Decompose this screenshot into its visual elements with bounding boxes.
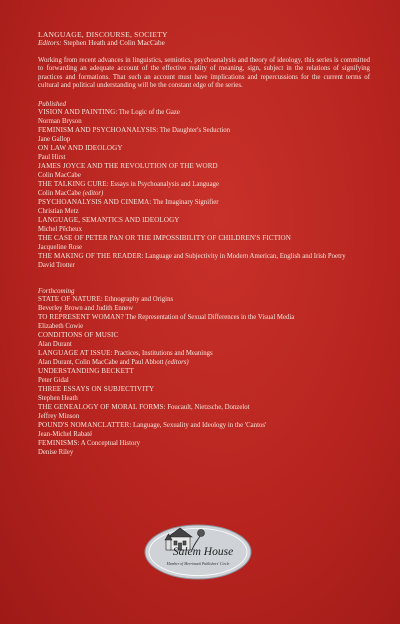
- book-subtitle: : Foucault, Nietzsche, Donzelot: [163, 404, 250, 412]
- book-title: THREE ESSAYS ON SUBJECTIVITY: [38, 385, 155, 394]
- book-title: THE CASE OF PETER PAN OR THE IMPOSSIBILITY OF CHILDREN'S FICTION: [38, 234, 291, 243]
- series-title: LANGUAGE, DISCOURSE, SOCIETY: [38, 30, 168, 39]
- book-title: THE GENEALOGY OF MORAL FORMS: [38, 403, 164, 412]
- book-author: Jane Gallop: [38, 135, 71, 143]
- forthcoming-book: [38, 367, 370, 385]
- book-title-line: [38, 180, 370, 190]
- book-author-line: [38, 226, 370, 234]
- book-author-line: [38, 377, 370, 385]
- editors-names: Stephen Heath and Colin MacCabe: [61, 39, 165, 47]
- book-title: TO REPRESENT WOMAN?: [38, 313, 124, 322]
- book-title-line: [38, 403, 370, 413]
- book-author-line: [38, 305, 370, 313]
- book-author: Colin MacCabe: [38, 171, 81, 179]
- forthcoming-book: [38, 439, 370, 457]
- book-author-line: [38, 341, 370, 349]
- book-title-line: [38, 252, 370, 262]
- book-title: FEMINISMS: [38, 439, 78, 448]
- book-author: Elizabeth Cowie: [38, 323, 84, 331]
- published-book: [38, 234, 370, 252]
- forthcoming-book: [38, 403, 370, 421]
- book-author: Jeffrey Minson: [38, 413, 80, 421]
- book-subtitle: : Language, Sexuality and Ideology in the 'Cantos': [129, 422, 267, 430]
- published-list: [38, 108, 370, 270]
- book-subtitle: The Representation of Sexual Differences in the Visual Media: [123, 314, 295, 322]
- forthcoming-book: [38, 349, 370, 367]
- book-title-line: [38, 216, 370, 226]
- book-title: UNDERSTANDING BECKETT: [38, 367, 134, 376]
- book-title: POUND'S NOMANCLATTER: [38, 421, 130, 430]
- forthcoming-book: [38, 331, 370, 349]
- book-subtitle: : Practices, Institutions and Meanings: [110, 350, 213, 358]
- book-subtitle: : The Logic of the Gaze: [115, 109, 180, 117]
- book-title-line: [38, 295, 370, 305]
- book-author: Paul Hirst: [38, 153, 66, 161]
- back-cover-text: [38, 30, 370, 457]
- book-author: Alan Durant, Colin MacCabe and Paul Abbott: [38, 359, 166, 367]
- book-title-line: [38, 349, 370, 359]
- book-title-line: [38, 367, 370, 377]
- book-author: Alan Durant: [38, 341, 72, 349]
- forthcoming-book: [38, 313, 370, 331]
- forthcoming-book: [38, 385, 370, 403]
- book-author: Beverley Brown and Judith Ennew: [38, 305, 134, 313]
- book-title: JAMES JOYCE AND THE REVOLUTION OF THE WORD: [38, 162, 218, 171]
- forthcoming-book: [38, 295, 370, 313]
- book-title-line: [38, 198, 370, 208]
- book-author-line: [38, 136, 370, 144]
- published-book: [38, 144, 370, 162]
- book-author-line: [38, 395, 370, 403]
- book-author: Colin MacCabe: [38, 189, 83, 197]
- book-author-line: [38, 413, 370, 421]
- book-title: ON LAW AND IDEOLOGY: [38, 144, 123, 153]
- book-title: FEMINISM AND PSYCHOANALYSIS: [38, 126, 157, 135]
- editors-label: Editors:: [38, 39, 62, 47]
- published-book: [38, 162, 370, 180]
- book-author-line: [38, 431, 370, 439]
- book-title-line: [38, 162, 370, 172]
- book-author: Jacqueline Rose: [38, 243, 82, 251]
- book-title: THE MAKING OF THE READER: [38, 252, 142, 261]
- book-subtitle: : Essays in Psychoanalysis and Language: [106, 181, 220, 189]
- book-author: Michel Pêcheux: [38, 225, 82, 233]
- book-title-line: [38, 421, 370, 431]
- book-subtitle: : The Daughter's Seduction: [156, 127, 231, 135]
- book-title-line: [38, 331, 370, 341]
- book-author: Peter Gidal: [38, 377, 69, 385]
- book-title-line: [38, 144, 370, 154]
- forthcoming-book: [38, 421, 370, 439]
- book-title: LANGUAGE AT ISSUE: [38, 349, 111, 358]
- book-author-line: [38, 208, 370, 216]
- book-subtitle: : The Imaginary Signifier: [149, 199, 219, 207]
- published-book: [38, 126, 370, 144]
- published-heading: Published: [38, 99, 66, 108]
- series-description: Working from recent advances in linguistics, semiotics, psychoanalysis and theory of ideology, this series is committed to forwarding an adequate account of the effective reality of meaning, sign, subject in the relations of signifying practices and formations. That such an account must have implications and repercussions for the current terms of cultural and political understanding will be the constant edge of the series.: [38, 57, 370, 90]
- book-author: David Trotter: [38, 261, 75, 269]
- book-author: Norman Bryson: [38, 117, 82, 125]
- book-author-note: (editors): [165, 359, 189, 367]
- book-author: Jean-Michel Rabaté: [38, 431, 93, 439]
- forthcoming-heading: Forthcoming: [38, 287, 75, 296]
- book-title-line: [38, 385, 370, 395]
- book-author: Denise Riley: [38, 449, 74, 457]
- published-book: [38, 108, 370, 126]
- published-book: [38, 180, 370, 198]
- book-subtitle: : Ethnography and Origins: [100, 296, 174, 304]
- book-title: LANGUAGE, SEMANTICS AND IDEOLOGY: [38, 216, 180, 225]
- published-book: [38, 252, 370, 270]
- published-book: [38, 198, 370, 216]
- book-author-line: [38, 323, 370, 331]
- book-title-line: [38, 313, 370, 323]
- book-title: CONDITIONS OF MUSIC: [38, 331, 119, 340]
- book-title-line: [38, 126, 370, 136]
- book-title: STATE OF NATURE: [38, 295, 101, 304]
- book-title: PSYCHOANALYSIS AND CINEMA: [38, 198, 150, 207]
- book-title: THE TALKING CURE: [38, 180, 107, 189]
- book-author: Stephen Heath: [38, 395, 78, 403]
- book-author-line: [38, 449, 370, 457]
- book-author-line: [38, 154, 370, 162]
- book-title-line: [38, 108, 370, 118]
- book-author-line: [38, 262, 370, 270]
- book-title: VISION AND PAINTING: [38, 108, 116, 117]
- book-author-line: [38, 190, 370, 198]
- publisher-logo: [143, 522, 253, 582]
- forthcoming-list: [38, 295, 370, 457]
- book-author-line: [38, 118, 370, 126]
- publisher-tagline: Member of Merrimack Publishers' Circle: [166, 562, 230, 566]
- book-title-line: [38, 234, 370, 244]
- book-subtitle: : A Conceptual History: [77, 440, 141, 448]
- book-author-line: [38, 244, 370, 252]
- book-author-line: [38, 359, 370, 367]
- book-author: Christian Metz: [38, 207, 79, 215]
- book-author-line: [38, 172, 370, 180]
- book-title-line: [38, 439, 370, 449]
- publisher-name: Salem House: [172, 546, 234, 558]
- series-editors: [38, 39, 370, 48]
- published-book: [38, 216, 370, 234]
- book-subtitle: : Language and Subjectivity in Modern American, English and Irish Poetry: [141, 253, 346, 261]
- book-author-note: (editor): [82, 189, 104, 197]
